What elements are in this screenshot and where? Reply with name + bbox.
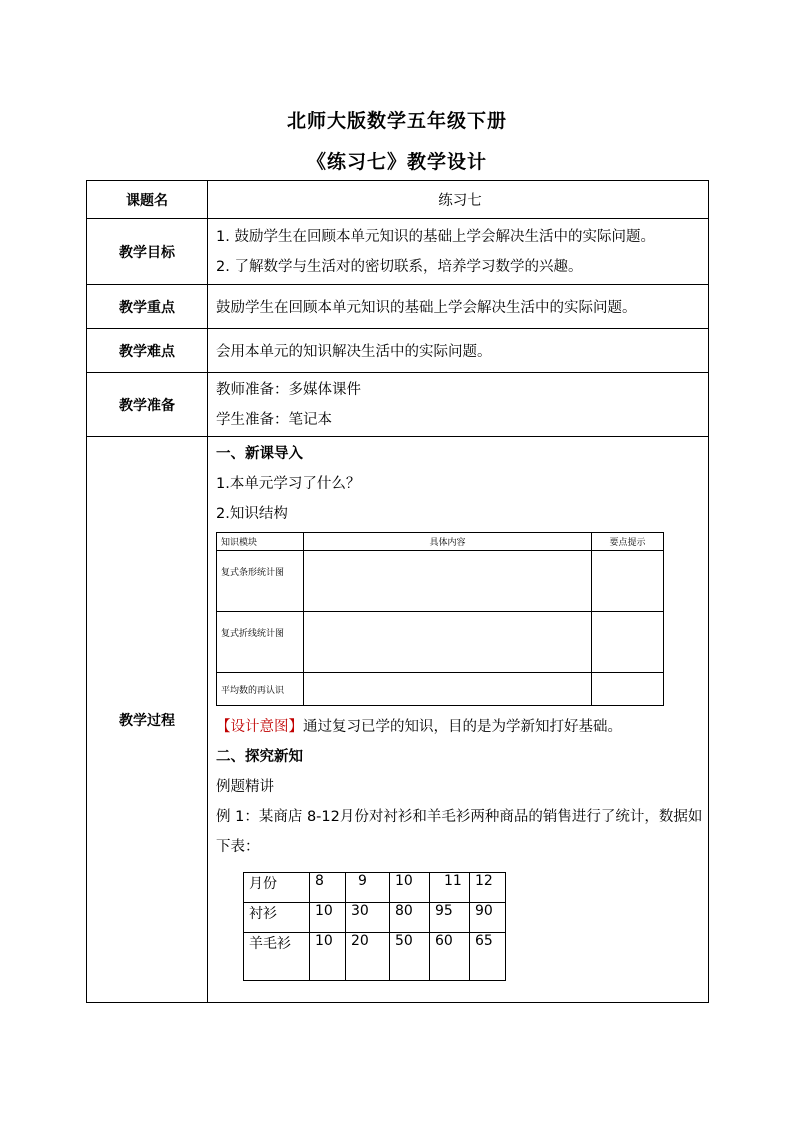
row-objectives [87,219,709,285]
knowledge-row [217,551,664,612]
knowledge-hint-cell [592,551,664,612]
example-text: 例 1：某商店 8-12月份对衬衫和羊毛衫两种商品的销售进行了统计，数据如下表： [216,809,703,855]
knowledge-content-cell [304,673,592,706]
label-objectives: 教学目标 [87,219,208,285]
sales-cell: 95 [430,903,470,933]
document-subtitle: 《练习七》教学设计 [306,151,487,173]
knowledge-row [217,673,664,706]
sales-cell: 11 [430,873,470,903]
knowledge-content-cell [304,551,592,612]
design-intent-text: 通过复习已学的知识，目的是为学新知打好基础。 [303,719,622,735]
label-key-points: 教学重点 [87,285,208,329]
knowledge-content-cell [304,612,592,673]
knowledge-module-cell: 复式条形统计图 [217,551,304,612]
value-objectives [208,219,709,285]
sales-cell: 20 [346,933,390,981]
sales-cell: 65 [470,933,506,981]
value-key-points: 鼓励学生在回顾本单元知识的基础上学会解决生活中的实际问题。 [208,285,709,329]
label-difficulties: 教学难点 [87,329,208,373]
sales-header-row [244,873,506,903]
sales-cell: 10 [310,933,346,981]
section2-heading: 二、探究新知 [216,749,303,765]
sales-data-table [243,872,506,981]
knowledge-header-module: 知识模块 [217,533,304,551]
design-intent-tag: 【设计意图】 [216,719,303,735]
sales-cell: 羊毛衫 [244,933,310,981]
section1-heading: 一、新课导入 [216,446,303,462]
label-process: 教学过程 [87,437,208,1003]
value-process [208,437,709,1003]
knowledge-hint-cell [592,673,664,706]
sales-cell: 10 [390,873,430,903]
row-preparation [87,373,709,437]
sales-cell: 60 [430,933,470,981]
label-topic: 课题名 [87,181,208,219]
sales-cell: 月份 [244,873,310,903]
sales-cell: 80 [390,903,430,933]
value-preparation [208,373,709,437]
design-intent [216,712,704,742]
sales-row [244,933,506,981]
knowledge-structure-table [216,532,664,706]
sales-row [244,903,506,933]
sales-cell: 90 [470,903,506,933]
knowledge-header-content: 具体内容 [304,533,592,551]
sales-cell: 12 [470,873,506,903]
knowledge-header-hints: 要点提示 [592,533,664,551]
row-difficulties [87,329,709,373]
question-1: 1.本单元学习了什么？ [216,476,361,492]
row-topic [87,181,709,219]
row-process [87,437,709,1003]
value-topic: 练习七 [208,181,709,219]
preparation-item: 教师准备：多媒体课件 [216,381,361,398]
sales-cell: 8 [310,873,346,903]
sales-cell: 30 [346,903,390,933]
sales-cell: 50 [390,933,430,981]
knowledge-module-cell: 平均数的再认识 [217,673,304,706]
label-preparation: 教学准备 [87,373,208,437]
row-key-points [87,285,709,329]
value-difficulties: 会用本单元的知识解决生活中的实际问题。 [208,329,709,373]
question-2: 2.知识结构 [216,506,288,522]
sales-cell: 衬衫 [244,903,310,933]
preparation-item: 学生准备：笔记本 [216,411,332,428]
knowledge-row [217,612,664,673]
sales-cell: 9 [346,873,390,903]
example-title: 例题精讲 [216,779,274,795]
lesson-plan-table [86,180,709,1003]
knowledge-module-cell: 复式折线统计图 [217,612,304,673]
knowledge-header-row [217,533,664,551]
document-title: 北师大版数学五年级下册 [286,110,507,132]
knowledge-hint-cell [592,612,664,673]
sales-cell: 10 [310,903,346,933]
objective-item: 2. 了解数学与生活对的密切联系，培养学习数学的兴趣。 [216,258,583,275]
objective-item: 1. 鼓励学生在回顾本单元知识的基础上学会解决生活中的实际问题。 [216,228,655,245]
